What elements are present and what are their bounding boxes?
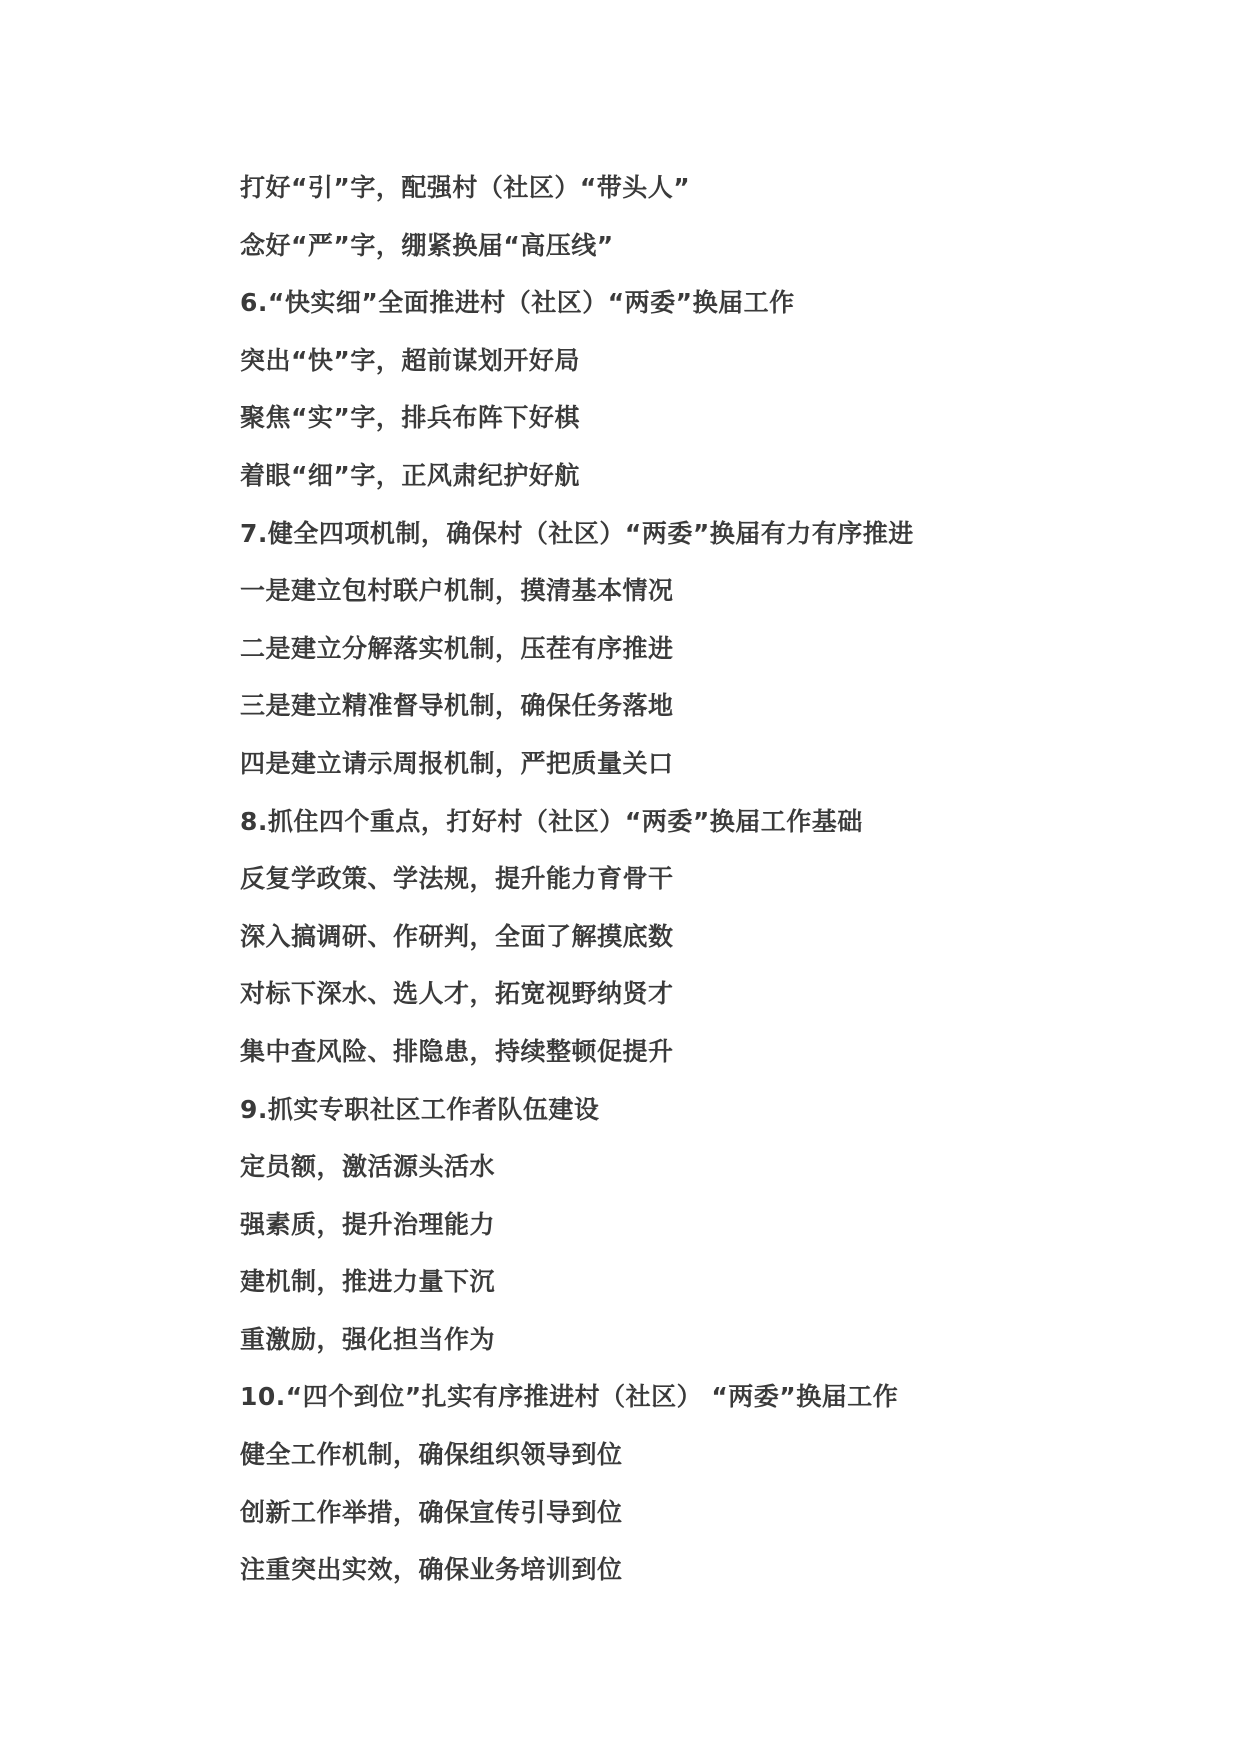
text-line: 强素质，提升治理能力 bbox=[240, 1209, 496, 1239]
text-line: 定员额，激活源头活水 bbox=[240, 1152, 496, 1182]
text-line: 二是建立分解落实机制，压茬有序推进 bbox=[240, 633, 674, 663]
text-line: 三是建立精准督导机制，确保任务落地 bbox=[240, 691, 674, 721]
text-line: 对标下深水、选人才，拓宽视野纳贤才 bbox=[240, 979, 674, 1009]
text-line: 四是建立请示周报机制，严把质量关口 bbox=[240, 748, 674, 778]
text-line: 创新工作举措，确保宣传引导到位 bbox=[240, 1497, 623, 1527]
text-line: 念好“严”字，绷紧换届“高压线” bbox=[240, 230, 614, 260]
document-body bbox=[240, 166, 1200, 1606]
section-heading: 9.抓实专职社区工作者队伍建设 bbox=[240, 1094, 600, 1124]
section-heading: 8.抓住四个重点，打好村（社区）“两委”换届工作基础 bbox=[240, 806, 863, 836]
text-line: 突出“快”字，超前谋划开好局 bbox=[240, 345, 580, 375]
text-line: 深入搞调研、作研判，全面了解摸底数 bbox=[240, 921, 674, 951]
section-heading: 6.“快实细”全面推进村（社区）“两委”换届工作 bbox=[240, 288, 795, 318]
section-heading: 10.“四个到位”扎实有序推进村（社区） “两委”换届工作 bbox=[240, 1382, 899, 1412]
text-line: 反复学政策、学法规，提升能力育骨干 bbox=[240, 864, 674, 894]
text-line: 集中查风险、排隐患，持续整顿促提升 bbox=[240, 1036, 674, 1066]
text-line: 着眼“细”字，正风肃纪护好航 bbox=[240, 460, 580, 490]
text-line: 聚焦“实”字，排兵布阵下好棋 bbox=[240, 403, 580, 433]
text-line: 注重突出实效，确保业务培训到位 bbox=[240, 1555, 623, 1585]
text-line: 健全工作机制，确保组织领导到位 bbox=[240, 1440, 623, 1470]
section-heading: 7.健全四项机制，确保村（社区）“两委”换届有力有序推进 bbox=[240, 518, 914, 548]
text-line: 重激励，强化担当作为 bbox=[240, 1324, 496, 1354]
text-line: 建机制，推进力量下沉 bbox=[240, 1267, 496, 1297]
text-line: 打好“引”字，配强村（社区）“带头人” bbox=[240, 173, 691, 202]
text-line: 一是建立包村联户机制，摸清基本情况 bbox=[240, 576, 674, 606]
